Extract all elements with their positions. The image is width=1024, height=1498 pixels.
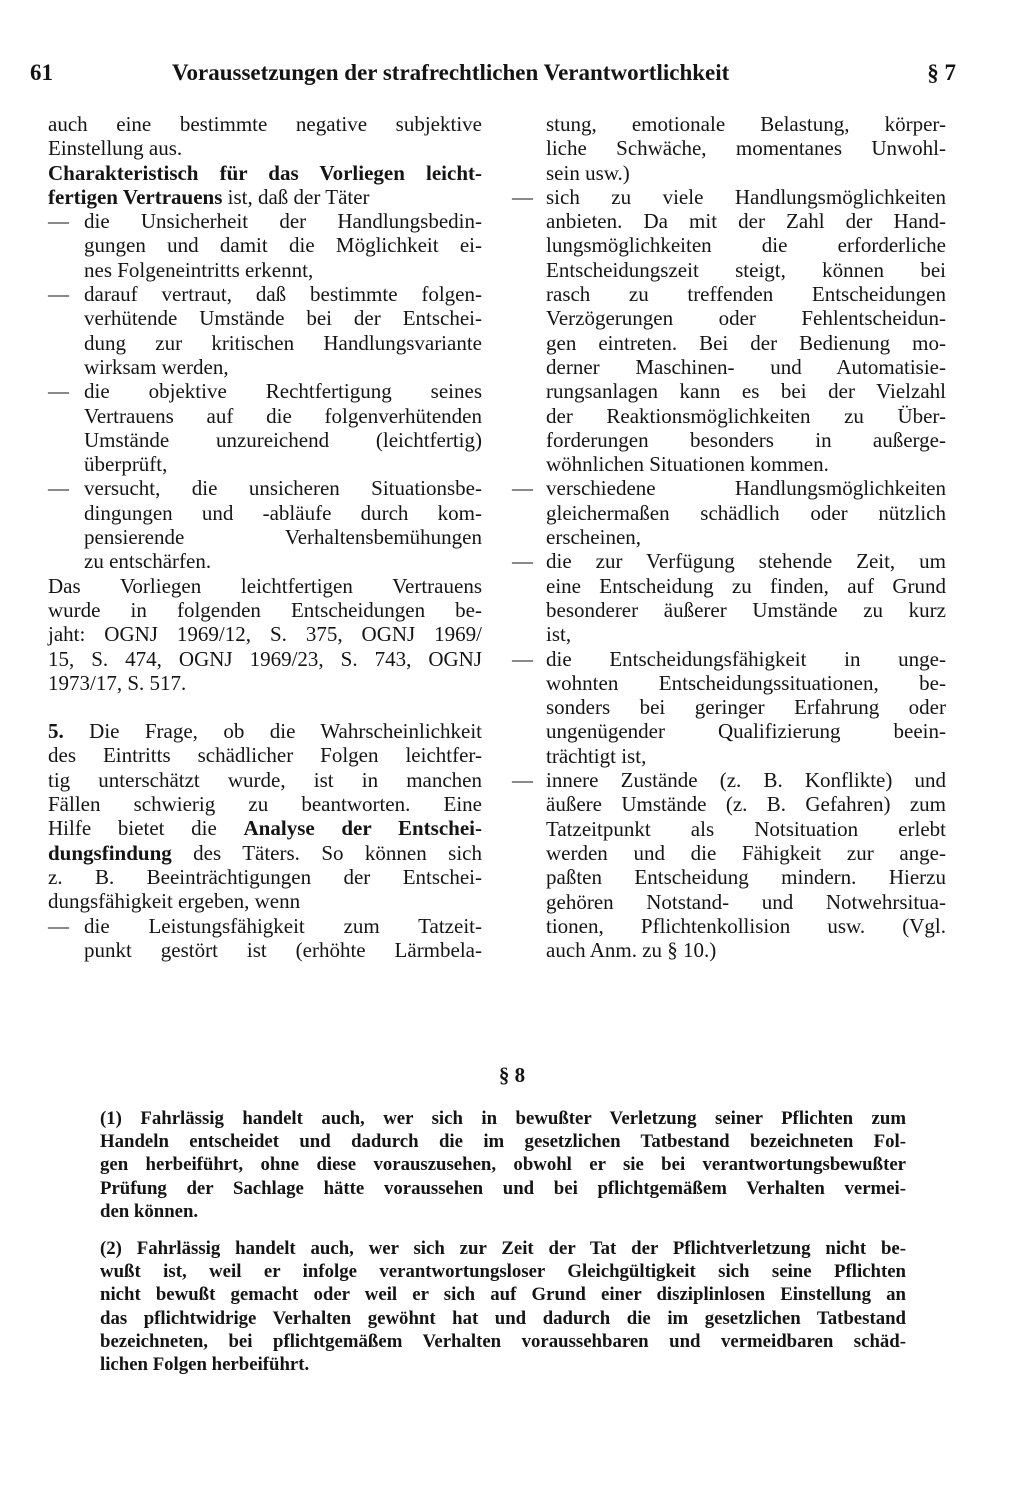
text-line: punkt gestört ist (erhöhte Lärmbela- [84, 937, 482, 962]
text-line [48, 185, 482, 209]
text-line [48, 816, 482, 840]
text-line: forderungen besonders in außerge- [546, 427, 946, 452]
bold-heading-line: Charakteristisch für das Vorliegen leicht- [48, 160, 482, 185]
text-line: bezeichneten, bei pflichtgemäßem Verhalten voraussehbaren und vermeidbaren schäd- [100, 1330, 906, 1352]
text-line: wöhnlichen Situationen kommen. [546, 452, 829, 477]
dash-bullet: — [48, 209, 69, 234]
text-line: gleichermaßen schädlich oder nützlich [546, 500, 946, 525]
text-line [48, 719, 482, 743]
text-line: gen eintreten. Bei der Bedienung mo- [546, 330, 946, 355]
text-line: die Leistungsfähigkeit zum Tatzeit- [84, 913, 482, 938]
text-line: überprüft, [84, 452, 168, 477]
running-title: Voraussetzungen der strafrechtlichen Verantwortlichkeit [172, 60, 730, 85]
text-line: ist, [546, 622, 572, 647]
running-header [30, 58, 960, 94]
text-line: versucht, die unsicheren Situationsbe- [84, 476, 482, 501]
text-line: 15, S. 474, OGNJ 1969/23, S. 743, OGNJ [48, 646, 482, 671]
list-item [48, 379, 482, 476]
left-column [48, 112, 482, 962]
dash-bullet: — [512, 476, 533, 501]
text-line: lichen Folgen herbeiführt. [100, 1354, 310, 1376]
text-line: der Reaktionsmöglichkeiten zu Über- [546, 403, 946, 428]
list-item [512, 549, 946, 646]
dash-bullet: — [512, 549, 533, 574]
text-line: auch eine bestimmte negative subjektive [48, 112, 482, 136]
text-line: nicht bewußt gemacht oder weil er sich auf Grund einer disziplinlosen Einstellung an [100, 1284, 906, 1306]
dash-bullet: — [48, 379, 69, 404]
intro-paragraph [48, 112, 482, 161]
text-line: Umstände unzureichend (leichtfertig) [84, 427, 482, 452]
text-fragment: des Täters. So können sich [171, 840, 482, 865]
text-line: wirksam werden, [84, 354, 229, 379]
dash-bullet: — [48, 913, 69, 938]
text-line: des Eintritts schädlicher Folgen leichtfer- [48, 743, 482, 768]
case-citations [48, 574, 482, 695]
bold-term: Analyse der Entschei- [243, 816, 482, 841]
dash-bullet: — [512, 184, 533, 209]
text-line: trächtigt ist, [546, 743, 647, 768]
dash-bullet: — [48, 282, 69, 307]
text-line: sein usw.) [546, 160, 630, 185]
text-line: (1) Fahrlässig handelt auch, wer sich in bewußter Verletzung seiner Pflichten zum [100, 1108, 906, 1129]
text-line: z. B. Beeinträchtigungen der Entschei- [48, 864, 482, 889]
text-fragment: ist, daß der Täter [222, 184, 370, 209]
text-line: liche Schwäche, momentanes Unwohl- [546, 136, 946, 161]
dash-bullet: — [512, 646, 533, 671]
text-line: die objektive Rechtfertigung seines [84, 379, 482, 404]
bold-term: dungsfindung [48, 840, 172, 865]
law-paragraph-1 [100, 1107, 906, 1223]
text-line: gehören Notstand- und Notwehrsitua- [546, 889, 946, 914]
text-line: nes Folgeneintritts erkennt, [84, 257, 314, 282]
text-line: rungsanlagen kann es bei der Vielzahl [546, 379, 946, 404]
text-line: anbieten. Da mit der Zahl der Hand- [546, 209, 946, 234]
text-line: pensierende Verhaltensbemühungen [84, 525, 482, 550]
text-line: eine Entscheidung zu finden, auf Grund [546, 573, 946, 598]
text-line: wurde in folgenden Entscheidungen be- [48, 597, 482, 622]
list-item [512, 768, 946, 962]
text-line: jaht: OGNJ 1969/12, S. 375, OGNJ 1969/ [48, 622, 482, 647]
text-line: die Entscheidungsfähigkeit in unge- [546, 646, 946, 671]
text-line: Entscheidungszeit steigt, können bei [546, 257, 946, 282]
text-line: sonders bei geringer Erfahrung oder [546, 695, 946, 720]
text-line: Fällen schwierig zu beantworten. Eine [48, 792, 482, 817]
paragraph-number: 5. [48, 719, 64, 744]
paragraph-gap [48, 695, 482, 719]
text-line: Das Vorliegen leichtfertigen Vertrauens [48, 573, 482, 598]
text-line: derner Maschinen- und Automatisie- [546, 354, 946, 379]
text-line: verschiedene Handlungsmöglichkeiten [546, 476, 946, 501]
list-item-continuation [512, 112, 946, 185]
text-fragment: Hilfe bietet die [48, 816, 244, 841]
text-line: darauf vertraut, daß bestimmte folgen- [84, 282, 482, 307]
text-line: stung, emotionale Belastung, körper- [546, 112, 946, 136]
text-line: auch Anm. zu § 10.) [546, 938, 717, 963]
text-line: erscheinen, [546, 525, 642, 550]
list-item [512, 476, 946, 549]
list-item [48, 209, 482, 282]
bold-term: fertigen Vertrauens [48, 184, 223, 209]
text-line: werden und die Fähigkeit zur ange- [546, 840, 946, 865]
right-column [512, 112, 946, 962]
text-line: innere Zustände (z. B. Konflikte) und [546, 768, 946, 793]
text-line: die Unsicherheit der Handlungsbedin- [84, 209, 482, 234]
dash-bullet: — [48, 476, 69, 501]
section-marker: § 7 [927, 60, 956, 85]
text-line: Verzögerungen oder Fehlentscheidun- [546, 306, 946, 331]
text-line: dingungen und -abläufe durch kom- [84, 500, 482, 525]
text-line: dungsfähigkeit ergeben, wenn [48, 889, 301, 914]
list-item [48, 282, 482, 379]
text-line: gungen und damit die Möglichkeit ei- [84, 233, 482, 258]
text-line: Tatzeitpunkt als Notsituation erlebt [546, 816, 946, 841]
text-line: tig unterschätzt wurde, ist in manchen [48, 767, 482, 792]
text-line: ungenügender Qualifizierung beein- [546, 719, 946, 744]
text-line: 1973/17, S. 517. [48, 670, 187, 695]
list-item [512, 185, 946, 477]
characteristic-paragraph [48, 161, 482, 210]
text-line: lungsmöglichkeiten die erforderliche [546, 233, 946, 258]
dash-bullet: — [512, 768, 533, 793]
text-line: besonderer äußerer Umstände zu kurz [546, 597, 946, 622]
text-line: das pflichtwidrige Verhalten gewöhnt hat und dadurch die im gesetzlichen Tatbestand [100, 1307, 906, 1329]
text-line: zu entschärfen. [84, 549, 212, 574]
text-line: die zur Verfügung stehende Zeit, um [546, 549, 946, 574]
text-line: dung zur kritischen Handlungsvariante [84, 330, 482, 355]
text-line: wohnten Entscheidungssituationen, be- [546, 670, 946, 695]
text-line: Prüfung der Sachlage hätte voraussehen und bei pflichtgemäßem Verhalten vermei- [100, 1177, 906, 1199]
text-fragment: Die Frage, ob die Wahrscheinlichkeit [63, 719, 482, 744]
text-line: wußt ist, weil er infolge verantwortungsloser Gleichgültigkeit sich seine Pflichten [100, 1261, 906, 1283]
text-line: gen herbeiführt, ohne diese vorauszusehen, obwohl er sie bei verantwortungsbewußter [100, 1154, 906, 1176]
text-line: sich zu viele Handlungsmöglichkeiten [546, 184, 946, 209]
page-number: 61 [30, 60, 53, 85]
text-line: Handeln entscheidet und dadurch die im gesetzlichen Tatbestand bezeichneten Fol- [100, 1131, 906, 1153]
text-line: Vertrauens auf die folgenverhütenden [84, 403, 482, 428]
list-item [48, 914, 482, 963]
text-line: verhütende Umstände bei der Entschei- [84, 306, 482, 331]
text-line: (2) Fahrlässig handelt auch, wer sich zur Zeit der Tat der Pflichtverletzung nicht be- [100, 1238, 906, 1259]
text-line: paßten Entscheidung mindern. Hierzu [546, 865, 946, 890]
list-item [48, 476, 482, 573]
text-line: äußere Umstände (z. B. Gefahren) zum [546, 792, 946, 817]
numbered-paragraph-5 [48, 719, 482, 913]
law-paragraph-2 [100, 1237, 906, 1376]
section-title: § 8 [498, 1063, 526, 1087]
text-line: Einstellung aus. [48, 136, 183, 161]
list-item [512, 647, 946, 768]
text-line: tionen, Pflichtenkollision usw. (Vgl. [546, 913, 946, 938]
text-line: rasch zu treffenden Entscheidungen [546, 282, 946, 307]
text-line: den können. [100, 1200, 199, 1222]
text-line [48, 841, 482, 865]
